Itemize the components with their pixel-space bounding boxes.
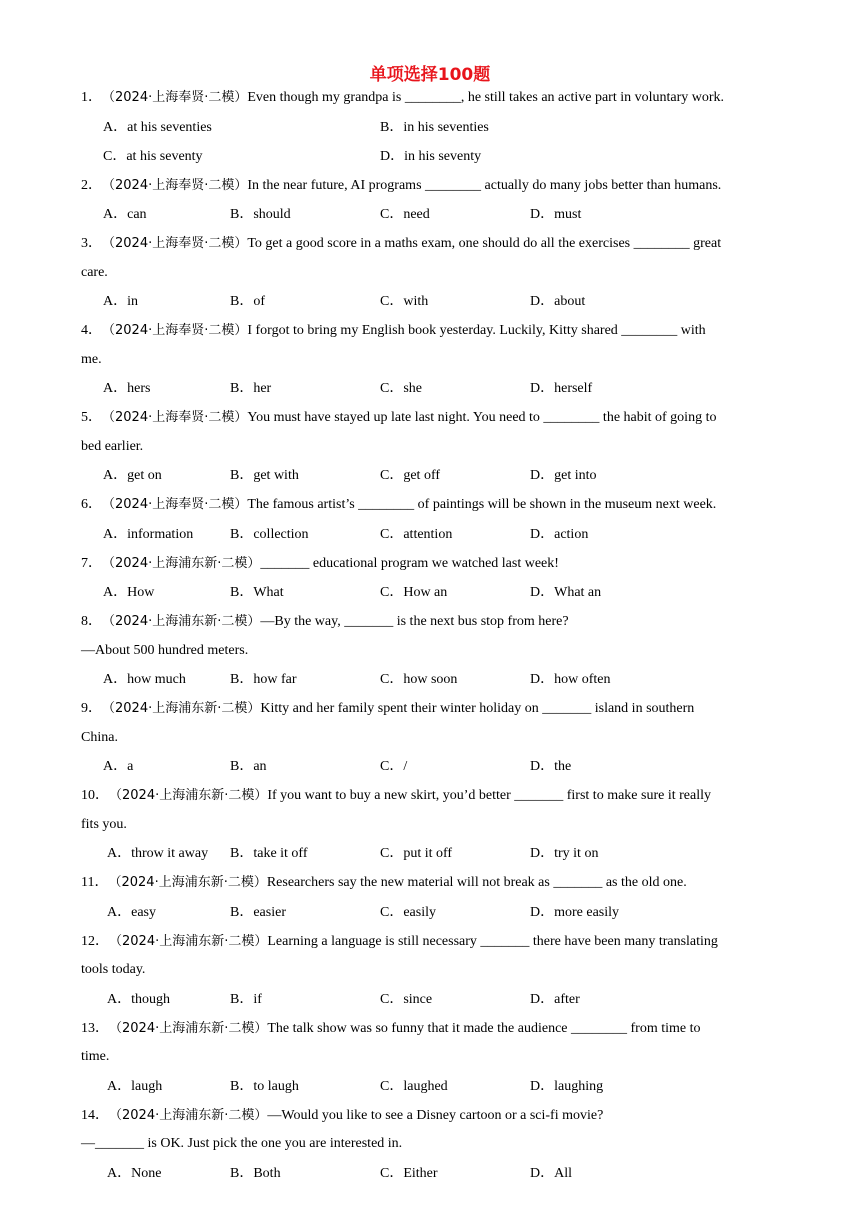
option-choice[interactable]: D．laughing [530,1078,604,1094]
option-choice[interactable]: D．try it on [530,846,599,861]
question-stem [81,782,781,811]
question-item [81,172,781,231]
option-choice[interactable]: B．in his seventies [380,119,489,135]
question-number: 5． [81,410,102,425]
options-row [81,898,781,928]
option-choice[interactable]: B．take it off [230,846,308,861]
option-choice[interactable]: B．an [230,759,267,774]
question-item [81,550,781,609]
question-source: （2024·上海浦东新·二模） [102,555,261,571]
question-item [81,608,781,695]
question-item [81,317,781,404]
question-source: （2024·上海浦东新·二模） [102,614,261,629]
question-item [81,782,781,869]
question-number: 3． [81,236,102,251]
question-number: 1． [81,90,102,105]
question-number: 10． [81,788,109,803]
option-choice[interactable]: D．in his seventy [380,149,482,164]
question-stem [81,608,781,637]
question-continuation: —_______ is OK. Just pick the one you are interested in. [81,1136,403,1151]
question-stem [81,491,781,520]
question-text: To get a good score in a maths exam, one should do all the exercises ________ great [247,236,722,251]
question-number: 4． [81,323,102,338]
question-continuation: bed earlier. [81,438,144,454]
question-item [81,869,781,928]
question-text: In the near future, AI programs ________ actually do many jobs better than humans. [247,177,722,193]
option-choice[interactable]: C．with [380,294,429,309]
option-choice[interactable]: A．How [103,585,155,600]
option-choice[interactable]: A．hers [103,381,151,396]
question-text: Researchers say the new material will not break as _______ as the old one. [266,875,687,890]
question-continuation: —About 500 hundred meters. [81,642,249,658]
question-number: 14． [81,1107,109,1123]
option-choice[interactable]: A．how much [103,672,186,687]
option-choice[interactable]: B．easier [230,904,286,920]
option-choice[interactable]: D．herself [530,381,593,396]
options-row [81,287,781,317]
option-choice[interactable]: B．should [230,207,291,222]
question-text: —By the way, _______ is the next bus stop from here? [260,614,569,629]
question-number: 11． [81,875,109,890]
question-source: （2024·上海奉贤·二模） [102,90,248,105]
question-text: Kitty and her family spent their winter holiday on _______ island in southern [260,701,695,716]
question-continuation: China. [81,729,118,745]
question-item [81,491,781,550]
question-stem [81,695,781,724]
option-choice[interactable]: C．get off [380,468,441,483]
option-choice[interactable]: C．she [380,381,422,396]
option-choice[interactable]: B．her [230,381,272,396]
question-number: 9． [81,701,102,716]
option-choice[interactable]: A．can [103,207,147,222]
options-row [81,374,781,404]
question-number: 7． [81,555,102,571]
question-stem [81,869,781,898]
options-row [81,200,781,230]
option-choice[interactable]: C．at his seventy [103,149,203,164]
option-choice[interactable]: B．What [230,585,284,600]
option-choice[interactable]: D．What an [530,585,602,600]
question-stem [81,1015,781,1044]
options-row [81,113,781,143]
option-choice[interactable]: B．get with [230,468,299,483]
option-choice[interactable]: C．attention [380,526,453,542]
option-choice[interactable]: D．the [530,759,572,774]
option-choice[interactable]: A．throw it away [107,846,209,861]
option-choice[interactable]: D．action [530,526,589,542]
option-choice[interactable]: D．after [530,991,580,1007]
question-stem [81,1102,781,1131]
option-choice[interactable]: C．How an [380,585,448,600]
question-text: If you want to buy a new skirt, you’d better _______ first to make sure it really [267,788,711,803]
options-row [81,752,781,782]
option-choice[interactable]: A．a [103,759,134,774]
option-choice[interactable]: D．about [530,294,586,309]
question-text: Even though my grandpa is ________, he still takes an active part in voluntary work. [247,90,725,105]
option-choice[interactable]: A．easy [107,904,156,920]
question-item [81,1015,781,1102]
option-choice[interactable]: C．Either [380,1165,438,1181]
question-stem [81,84,781,113]
question-item [81,928,781,1015]
question-stem [81,928,781,957]
question-source: （2024·上海奉贤·二模） [102,323,248,338]
option-choice[interactable]: D．All [530,1165,572,1181]
page-title: 单项选择100题 [369,65,491,85]
question-source: （2024·上海浦东新·二模） [109,1107,268,1123]
option-choice[interactable]: A．information [103,526,194,542]
option-choice[interactable]: C．/ [380,759,408,774]
options-row [81,578,781,608]
options-row [81,665,781,695]
option-choice[interactable]: C．how soon [380,672,458,687]
question-text: Learning a language is still necessary _______ there have been many translating [267,933,718,949]
question-source: （2024·上海奉贤·二模） [102,410,248,425]
question-item [81,230,781,317]
option-choice[interactable]: B．of [230,294,265,309]
option-choice[interactable]: C．since [380,991,433,1007]
option-choice[interactable]: A．None [107,1165,162,1181]
question-number: 12． [81,933,109,949]
question-continuation: me. [81,351,102,367]
question-text: You must have stayed up late last night. You need to ________ the habit of going to [247,410,717,425]
question-stem [81,317,781,346]
question-item [81,404,781,491]
option-choice[interactable]: B．if [230,991,262,1007]
question-number: 8． [81,614,102,629]
options-row [81,839,781,869]
question-number: 13． [81,1020,109,1036]
question-source: （2024·上海奉贤·二模） [102,177,248,193]
question-stem [81,230,781,259]
question-text: The talk show was so funny that it made the audience ________ from time to [267,1020,701,1036]
option-choice[interactable]: B．to laugh [230,1078,299,1094]
option-choice[interactable]: A．get on [103,468,162,483]
option-choice[interactable]: B．collection [230,526,309,542]
option-choice[interactable]: A．though [107,991,170,1007]
options-row [81,1072,781,1102]
question-item [81,84,781,172]
option-choice[interactable]: B．Both [230,1165,281,1181]
question-text: I forgot to bring my English book yesterday. Luckily, Kitty shared ________ with [247,323,706,338]
question-number: 2． [81,177,102,193]
options-row [81,985,781,1015]
question-source: （2024·上海奉贤·二模） [102,236,248,251]
options-row [81,520,781,550]
option-choice[interactable]: B．how far [230,672,297,687]
question-continuation: time. [81,1049,110,1064]
question-item [81,1102,781,1189]
question-list [81,84,781,1189]
question-source: （2024·上海奉贤·二模） [102,497,248,512]
option-choice[interactable]: C．easily [380,904,436,920]
question-item [81,695,781,782]
question-text: —Would you like to see a Disney cartoon or a sci-fi movie? [267,1107,604,1123]
question-continuation: care. [81,264,108,280]
question-source: （2024·上海浦东新·二模） [109,788,268,803]
option-choice[interactable]: A．at his seventies [103,119,212,135]
question-source: （2024·上海浦东新·二模） [109,933,268,949]
option-choice[interactable]: A．in [103,294,138,309]
options-row [81,142,781,172]
option-choice[interactable]: A．laugh [107,1078,163,1094]
option-choice[interactable]: C．need [380,207,430,222]
option-choice[interactable]: D．must [530,207,582,222]
question-stem [81,172,781,201]
question-continuation: tools today. [81,962,146,977]
question-text: _______ educational program we watched last week! [260,555,559,571]
question-source: （2024·上海浦东新·二模） [108,875,267,890]
question-source: （2024·上海浦东新·二模） [102,701,261,716]
question-continuation: fits you. [81,816,127,832]
options-row [81,1159,781,1189]
option-choice[interactable]: D．get into [530,468,597,483]
option-choice[interactable]: C．put it off [380,846,453,861]
option-choice[interactable]: D．more easily [530,904,620,920]
question-text: The famous artist’s ________ of paintings will be shown in the museum next week. [247,497,717,512]
options-row [81,461,781,491]
option-choice[interactable]: D．how often [530,672,611,687]
question-source: （2024·上海浦东新·二模） [109,1020,268,1036]
question-stem [81,404,781,433]
question-stem [81,550,781,579]
option-choice[interactable]: C．laughed [380,1078,448,1094]
question-number: 6． [81,497,102,512]
